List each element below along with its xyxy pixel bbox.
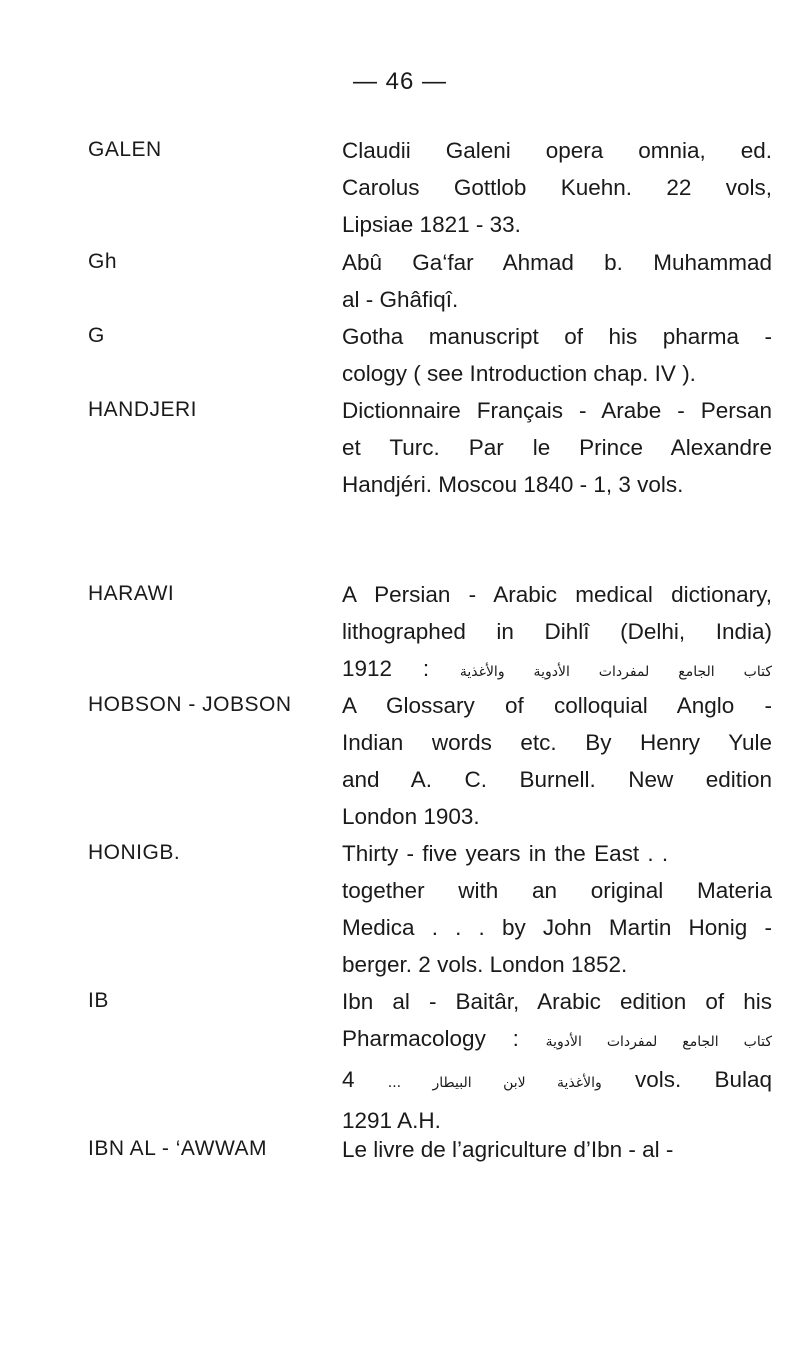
entry-abbreviation: HOBSON - JOBSON (88, 693, 292, 716)
entry-line: Dictionnaire Français - Arabe - Persan (342, 398, 772, 423)
arabic-title: كتاب الجامع لمفردات الأدوية والأغذية (459, 664, 772, 680)
entry-line (342, 1061, 772, 1102)
entry-abbreviation: G (88, 324, 105, 347)
entry-line: Le livre de l’agriculture d’Ibn - al - (342, 1137, 674, 1162)
page-number: — 46 — (352, 68, 448, 95)
entry-line: berger. 2 vols. London 1852. (342, 952, 628, 977)
entry-line: cology ( see Introduction chap. IV ). (342, 361, 696, 386)
entry-line: al - Ghâfiqî. (342, 287, 459, 312)
entry-description (342, 132, 772, 243)
entry-line (342, 650, 772, 691)
entry-abbreviation: HANDJERI (88, 398, 198, 421)
entry-abbreviation: HONIGB. (88, 841, 181, 864)
entry-abbreviation: IBN AL - ‘AWWAM (88, 1137, 268, 1160)
entry-line: London 1903. (342, 804, 480, 829)
entry-description (342, 835, 772, 983)
entry-line: et Turc. Par le Prince Alexandre (342, 435, 772, 460)
entry-abbreviation: IB (88, 989, 109, 1012)
arabic-title: كتاب الجامع لمفردات الأدوية (545, 1034, 772, 1050)
arabic-title: والأغذية لابن البيطار ... (387, 1075, 602, 1091)
entry-description (342, 983, 772, 1139)
entry-line: Gotha manuscript of his pharma - (342, 324, 772, 349)
entry-line: and A. C. Burnell. New edition (342, 767, 772, 792)
entry-abbreviation-text: HARAWI (88, 582, 175, 605)
entry-line: A Persian - Arabic medical dictionary, (342, 582, 772, 607)
entry-line-text: Pharmacology : (342, 1026, 519, 1051)
entry-line-text: 4 vols. Bulaq (342, 1067, 772, 1092)
entry-abbreviation: GALEN (88, 138, 162, 161)
entry-abbreviation: Gh (88, 250, 118, 273)
entry-line: lithographed in Dihlî (Delhi, India) (342, 619, 772, 644)
entry-line: Carolus Gottlob Kuehn. 22 vols, (342, 175, 772, 200)
entry-description (342, 1131, 772, 1168)
entry-line: Lipsiae 1821 - 33. (342, 212, 521, 237)
entry-description (342, 392, 772, 503)
entry-line: A Glossary of colloquial Anglo - (342, 693, 772, 718)
entry-description (342, 576, 772, 691)
entry-description (342, 318, 772, 392)
entry-line: Handjéri. Moscou 1840 - 1, 3 vols. (342, 472, 684, 497)
entry-line: Indian words etc. By Henry Yule (342, 730, 772, 755)
entry-line (342, 1020, 772, 1061)
entry-line: Medica . . . by John Martin Honig - (342, 915, 772, 940)
entry-description (342, 244, 772, 318)
entry-line: 1291 A.H. (342, 1108, 441, 1133)
entry-abbreviation (88, 582, 174, 606)
entry-line: Thirty - five years in the East . . (342, 841, 669, 866)
entry-description (342, 687, 772, 835)
entry-line: Ibn al - Baitâr, Arabic edition of his (342, 989, 772, 1014)
entry-line: together with an original Materia (342, 878, 772, 903)
entry-line: Claudii Galeni opera omnia, ed. (342, 138, 772, 163)
entry-line: Abû Ga‘far Ahmad b. Muhammad (342, 250, 772, 275)
entry-line-text: 1912 : (342, 656, 430, 681)
